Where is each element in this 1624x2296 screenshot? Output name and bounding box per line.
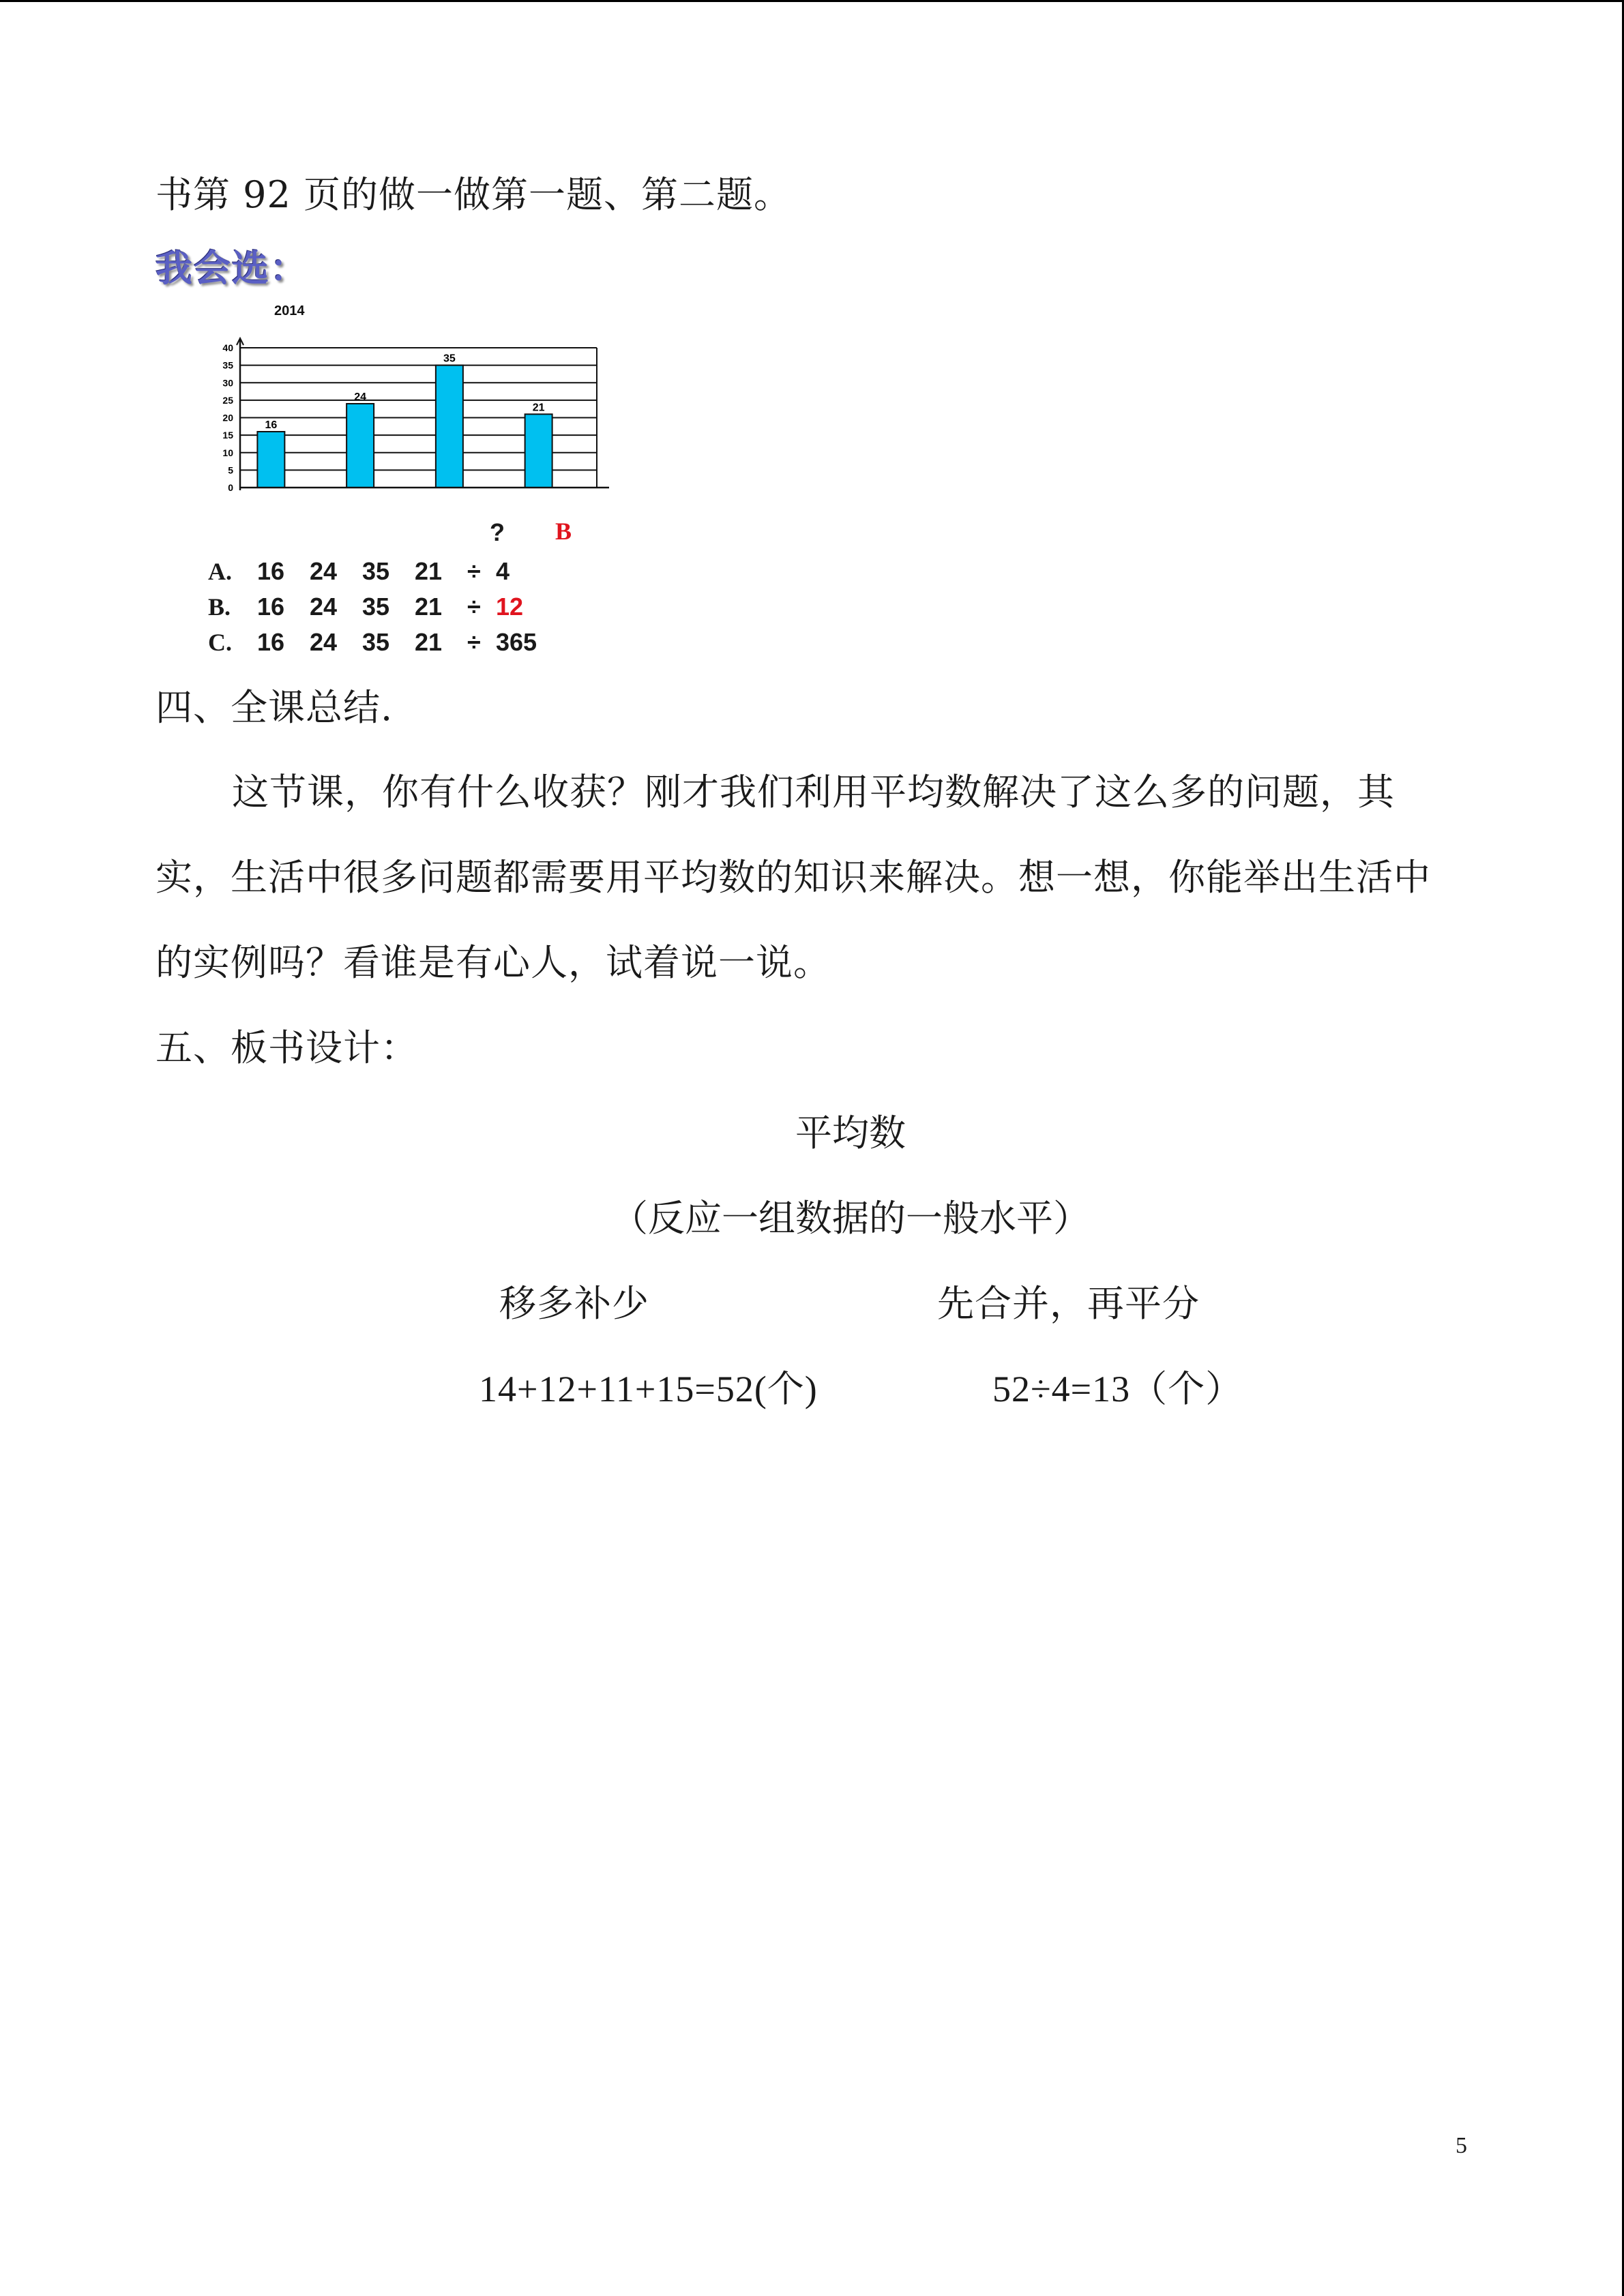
y-tick-label: 15 — [222, 430, 233, 441]
option-number: 16 — [257, 628, 285, 656]
bar — [525, 414, 552, 488]
option-number: 24 — [310, 557, 338, 585]
y-tick-label: 5 — [228, 464, 233, 476]
board-title: 平均数 — [795, 1112, 906, 1154]
question-mark: ? — [490, 518, 505, 546]
summary-paragraph-line-1: 这节课，你有什么收获？刚才我们利用平均数解决了这么多的问题，其 — [232, 771, 1395, 814]
bar — [257, 432, 284, 488]
chart-bars — [257, 366, 552, 488]
option-row-c — [208, 627, 537, 657]
option-number: 24 — [310, 593, 338, 621]
summary-paragraph-line-2: 实，生活中很多问题都需要用平均数的知识来解决。想一想，你能举出生活中 — [156, 856, 1431, 899]
option-number: 21 — [415, 557, 443, 585]
bar-data-label: 16 — [265, 419, 278, 431]
page-number: 5 — [1456, 2133, 1467, 2158]
bar — [346, 404, 374, 488]
option-divisor: 365 — [496, 628, 537, 656]
board-right-formula: 52÷4=13（个） — [992, 1369, 1243, 1410]
bar-data-label: 35 — [443, 353, 456, 365]
chart-y-ticks — [222, 342, 233, 493]
option-number: 21 — [415, 628, 443, 656]
option-row-b — [208, 592, 523, 622]
y-tick-label: 20 — [222, 412, 233, 423]
option-divisor-highlight: 12 — [496, 593, 524, 621]
option-letter: C. — [208, 629, 232, 656]
divide-sign: ÷ — [467, 628, 481, 656]
divide-sign: ÷ — [467, 593, 481, 621]
y-tick-label: 0 — [228, 482, 233, 493]
y-tick-label: 40 — [222, 342, 233, 353]
board-left-formula: 14+12+11+15=52(个) — [479, 1369, 818, 1410]
option-divisor: 4 — [496, 557, 510, 585]
y-tick-label: 30 — [222, 377, 233, 389]
option-number: 35 — [362, 557, 390, 585]
option-number: 16 — [257, 593, 285, 621]
option-row-a — [208, 556, 510, 586]
y-tick-label: 25 — [222, 394, 233, 406]
board-right-label: 先合并，再平分 — [937, 1282, 1200, 1325]
bar-data-label: 24 — [354, 391, 367, 403]
option-letter: B. — [208, 593, 231, 621]
answer-label: B — [555, 518, 572, 545]
option-number: 35 — [362, 593, 390, 621]
bar-data-label: 21 — [532, 402, 545, 414]
option-number: 16 — [257, 557, 285, 585]
top-border — [0, 0, 1624, 2]
bar-chart — [198, 293, 634, 498]
option-number: 35 — [362, 628, 390, 656]
board-subtitle: （反应一组数据的一般水平） — [611, 1197, 1090, 1240]
board-left-label: 移多补少 — [499, 1282, 649, 1325]
chart-axes — [237, 338, 609, 490]
option-number: 21 — [415, 593, 443, 621]
y-tick-label: 10 — [222, 447, 233, 458]
option-number: 24 — [310, 628, 338, 656]
y-tick-label: 35 — [222, 359, 233, 371]
heading-summary: 四、全课总结. — [156, 686, 394, 729]
divide-sign: ÷ — [467, 557, 481, 585]
summary-paragraph-line-3: 的实例吗？看谁是有心人，试着说一说。 — [156, 941, 831, 984]
heading-board-design: 五、板书设计： — [156, 1026, 418, 1069]
chart-title: 2014 — [274, 303, 305, 318]
bar — [436, 366, 463, 488]
intro-line: 书第 92 页的做一做第一题、第二题。 — [156, 173, 792, 216]
option-letter: A. — [208, 558, 232, 585]
section-choose-heading: 我会选： — [156, 247, 308, 290]
